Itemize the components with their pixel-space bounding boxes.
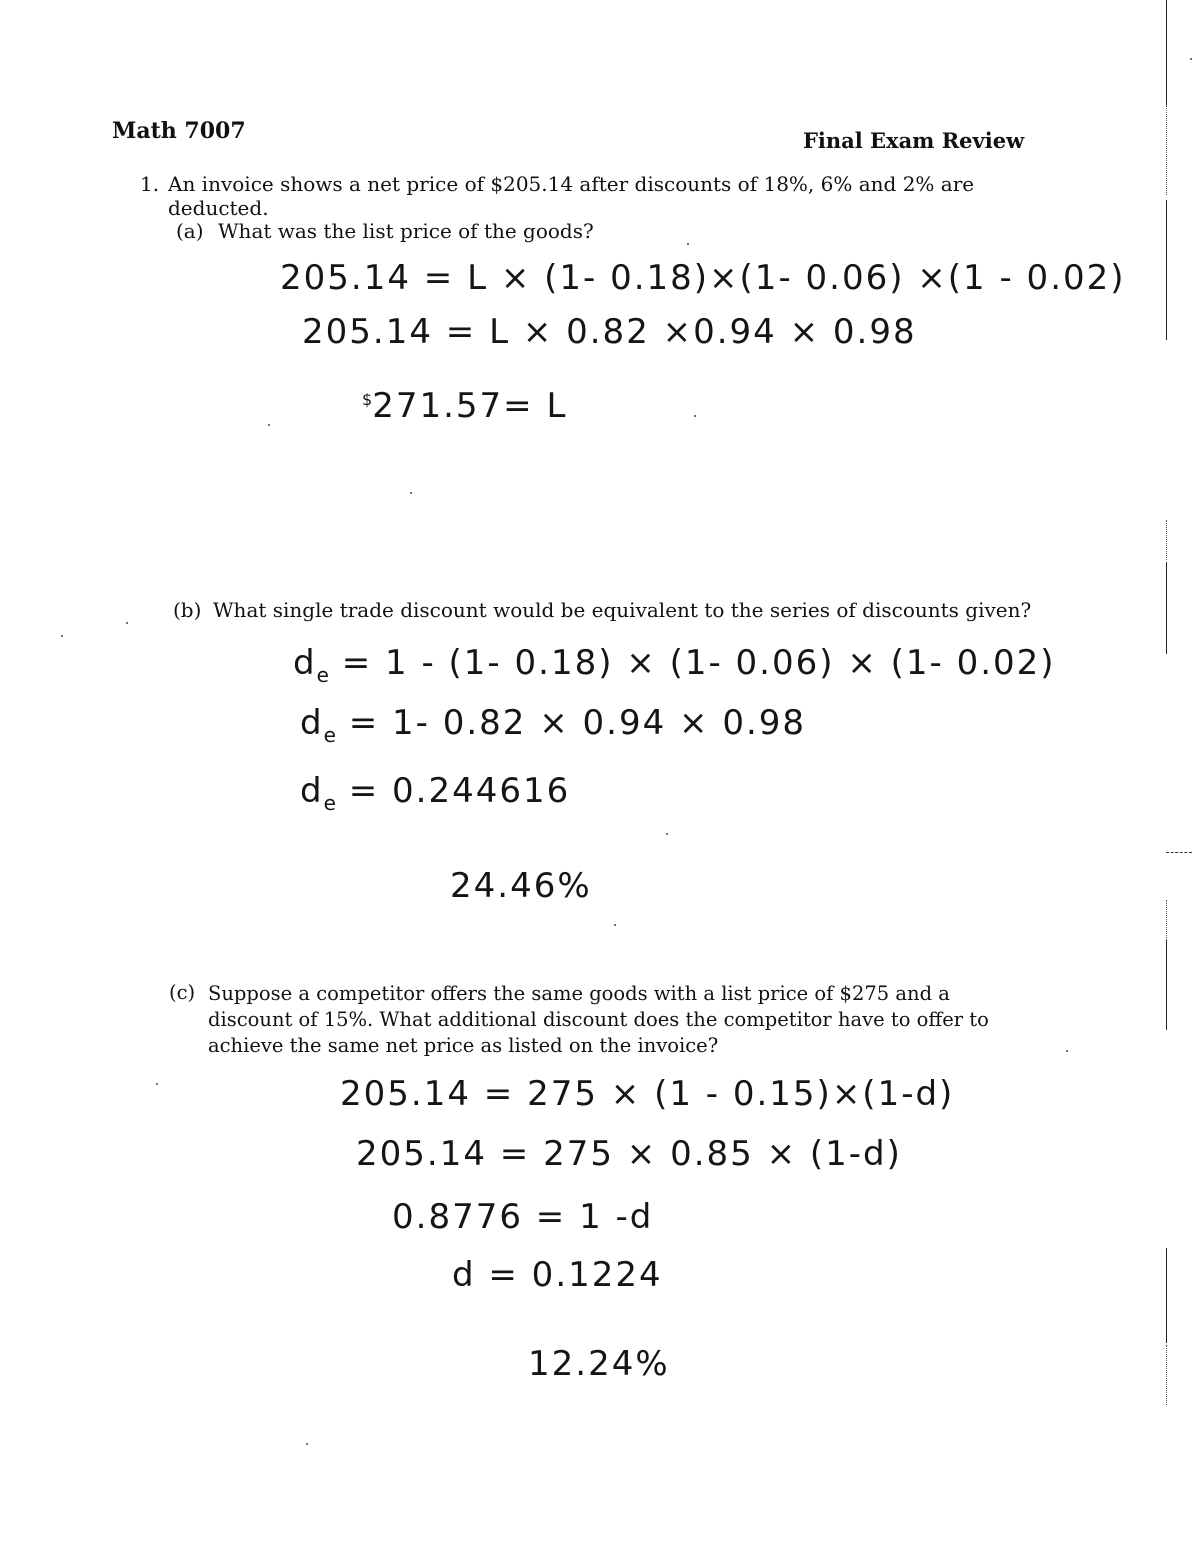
question-text: An invoice shows a net price of $205.14 after discounts of 18%, 6% and 2% are deducted.: [168, 172, 975, 220]
scan-edge-line: [1166, 940, 1167, 1030]
part-c-work-line-3: 0.8776 = 1 -d: [392, 1197, 654, 1237]
question-number: 1.: [140, 172, 160, 196]
speck: [410, 492, 412, 494]
part-a-work-line-2: 205.14 = L × 0.82 ×0.94 × 0.98: [302, 312, 917, 352]
speck: [666, 833, 668, 835]
part-b-answer: 24.46%: [450, 866, 592, 906]
part-c-work-line-1: 205.14 = 275 × (1 - 0.15)×(1-d): [340, 1074, 955, 1114]
discount-variable: d: [300, 703, 324, 743]
part-b-work-line-1: [293, 643, 1056, 687]
scan-edge-dots: [1166, 105, 1168, 195]
speck: [61, 635, 63, 637]
scan-edge-dots: [1166, 900, 1168, 940]
speck: [126, 622, 128, 624]
part-a-answer-value: 271.57= L: [372, 386, 568, 426]
discount-variable: d: [293, 643, 317, 683]
discount-variable: d: [300, 771, 324, 811]
part-a-label: (a): [176, 219, 204, 243]
part-b-work-line-3: [300, 771, 571, 815]
speck: [1066, 1050, 1068, 1052]
scan-edge-dots: [1166, 1345, 1168, 1405]
scan-edge-line: [1166, 200, 1167, 340]
scan-edge-line: [1166, 1248, 1167, 1343]
part-b-label: (b): [173, 598, 202, 622]
scan-edge-line: [1166, 562, 1167, 654]
speck: [1190, 58, 1192, 60]
part-b-question: What single trade discount would be equivalent to the series of discounts given?: [213, 598, 1032, 622]
discount-variable-subscript: e: [316, 663, 329, 687]
scan-edge-line: [1166, 0, 1167, 105]
scan-edge-tick: [1166, 852, 1192, 853]
part-c-work-line-4: d = 0.1224: [452, 1255, 663, 1295]
part-b-work-expression-2: = 1- 0.82 × 0.94 × 0.98: [348, 703, 807, 743]
speck: [614, 924, 616, 926]
part-c-work-line-2: 205.14 = 275 × 0.85 × (1-d): [356, 1134, 902, 1174]
part-b-work-expression-1: = 1 - (1- 0.18) × (1- 0.06) × (1- 0.02): [341, 643, 1056, 683]
part-a-answer: [362, 386, 567, 426]
speck: [306, 1443, 308, 1445]
speck: [687, 243, 689, 245]
discount-variable-subscript: e: [323, 723, 336, 747]
speck: [268, 424, 270, 426]
part-c-label: (c): [169, 981, 196, 1004]
part-b-work-expression-3: = 0.244616: [348, 771, 571, 811]
discount-variable-subscript: e: [323, 791, 336, 815]
currency-symbol: $: [362, 390, 373, 409]
part-a-work-line-1: 205.14 = L × (1- 0.18)×(1- 0.06) ×(1 - 0.02): [280, 258, 1126, 298]
exam-title: Final Exam Review: [803, 128, 1025, 153]
speck: [156, 1083, 158, 1085]
course-title: Math 7007: [112, 118, 246, 144]
scan-edge-dots: [1166, 520, 1168, 560]
part-a-question: What was the list price of the goods?: [218, 219, 594, 243]
part-c-answer: 12.24%: [528, 1344, 670, 1384]
part-c-question: Suppose a competitor offers the same goods with a list price of $275 and a discount of 15%. What additional discount does the competitor have to offer to achieve the same net price as listed on the invoice?: [208, 982, 989, 1057]
speck: [694, 415, 696, 417]
part-b-work-line-2: [300, 703, 807, 747]
